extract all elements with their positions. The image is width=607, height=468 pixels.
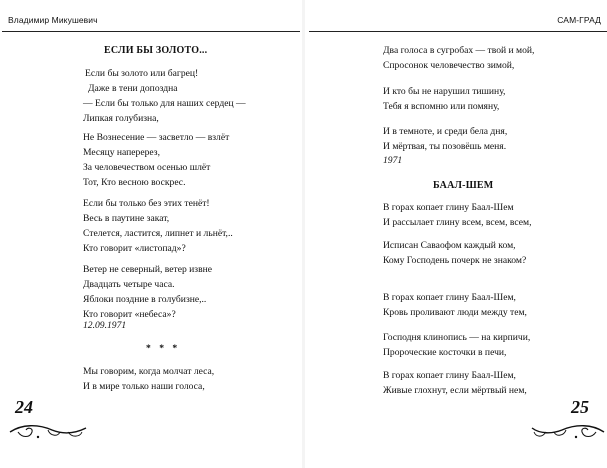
stanza [83,130,229,190]
swirl-ornament-icon [8,420,88,442]
verse-line: Тот, Кто весною воскрес. [83,177,186,189]
verse-line: И в темноте, и среди бела дня, [383,126,508,137]
verse-line: Двадцать четыре часа. [83,279,175,291]
poem-date: 1971 [383,155,403,166]
verse-line: И мёртвая, ты позовёшь меня. [383,141,507,153]
left-page [0,0,302,468]
page-number: 24 [15,397,33,417]
verse-line: Ветер не северный, ветер извне [83,264,212,275]
header-rule [2,31,300,32]
stanza [383,238,526,268]
verse-line: Живые глохнут, если мёртвый нем, [383,385,527,397]
verse-line: Липкая голубизна, [83,113,159,125]
poem-title: БААЛ-ШЕМ [433,180,494,191]
verse-line: И в мире только наши голоса, [83,381,205,393]
stanza [83,66,246,126]
stanza [383,124,507,154]
verse-line: Исписан Саваофом каждый ком, [383,240,516,251]
verse-line: Кровь проливают люди между тем, [383,307,527,319]
verse-line: И рассылает глину всем, всем, всем, [383,217,532,229]
stanza [383,330,530,360]
verse-line: Кому Господень почерк не знаком? [383,255,527,267]
stanza [383,43,534,73]
verse-line: — Если бы только для наших сердец — [83,98,246,110]
verse-line: Два голоса в сугробах — твой и мой, [383,45,535,56]
verse-line: Если бы золото или багрец! [85,68,199,79]
verse-line: Яблоки поздние в голубизне,.. [83,294,207,306]
right-page [305,0,607,468]
verse-line: Месяцу наперерез, [83,147,160,159]
verse-line: Тебя я вспомню или помяну, [383,101,500,113]
stanza [383,200,531,230]
verse-line: Весь в паутине закат, [83,213,170,225]
verse-line: И кто бы не нарушил тишину, [383,86,506,97]
verse-line: За человечеством осенью шлёт [83,162,211,174]
verse-line: Кто говорит «небеса»? [83,309,176,321]
verse-line: Кто говорит «листопад»? [83,243,186,255]
header-rule [309,31,607,32]
stanza [83,262,212,322]
running-head-publication: САМ-ГРАД [557,15,601,25]
stanza [83,364,214,394]
verse-line: Если бы только без этих тенёт! [83,198,210,209]
verse-line: Даже в тени допоздна [88,83,178,95]
stanza [383,290,527,320]
section-separator: * * * [146,343,181,354]
stanza [383,84,505,114]
poem-date: 12.09.1971 [83,320,127,331]
verse-line: Спросонок человечество зимой, [383,60,515,72]
poem-title: ЕСЛИ БЫ ЗОЛОТО... [104,45,208,56]
verse-line: Стелется, ластится, липнет и льнёт,.. [83,228,233,240]
verse-line: Пророческие косточки в печи, [383,347,507,359]
running-head-author: Владимир Микушевич [8,15,98,25]
verse-line: В горах копает глину Баал-Шем [383,202,514,213]
verse-line: Мы говорим, когда молчат леса, [83,366,215,377]
stanza [83,196,233,256]
stanza [383,368,527,398]
verse-line: Не Вознесение — засветло — взлёт [83,132,230,143]
swirl-ornament-icon [530,420,606,442]
verse-line: В горах копает глину Баал-Шем, [383,370,516,381]
verse-line: Господня клинопись — на кирпичи, [383,332,531,343]
verse-line: В горах копает глину Баал-Шем, [383,292,516,303]
page-number: 25 [571,397,589,417]
